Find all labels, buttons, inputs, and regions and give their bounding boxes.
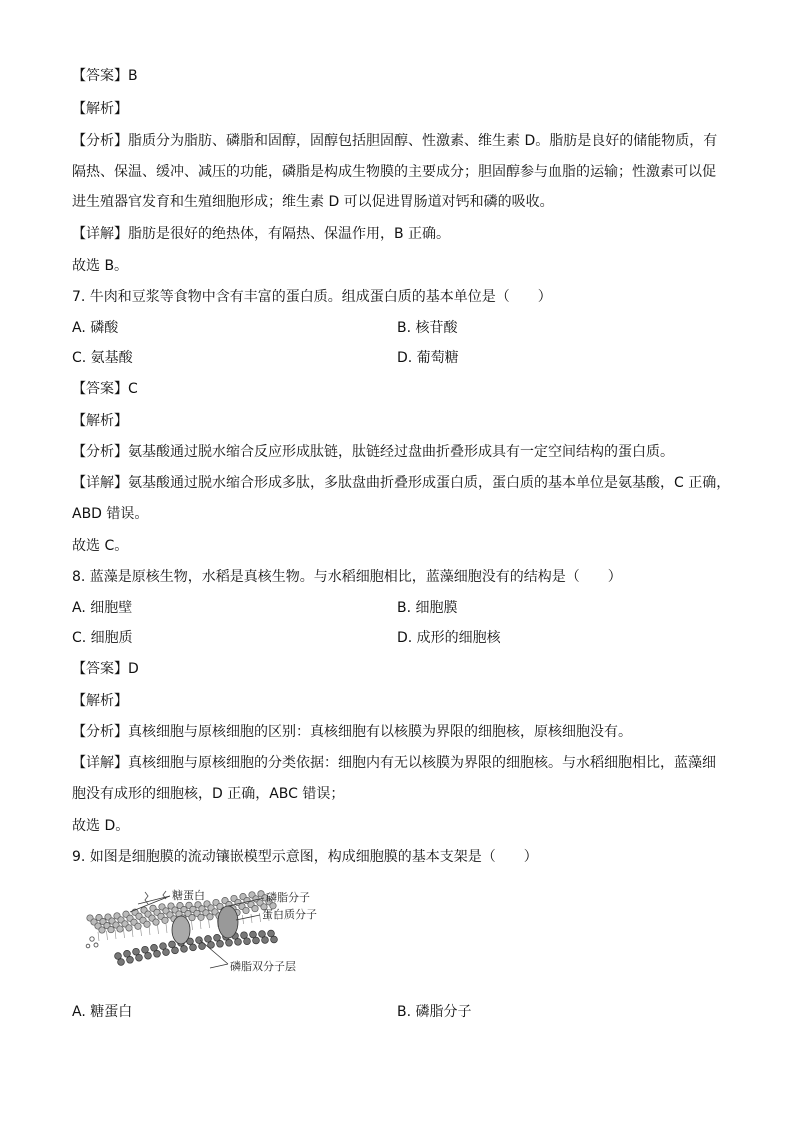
q8-conclusion: 故选 D。 (72, 818, 130, 834)
sugar-unit (90, 937, 94, 941)
q8-stem: 8. 蓝藻是原核生物，水稻是真核生物。与水稻细胞相比，蓝藻细胞没有的结构是（ ） (72, 569, 622, 585)
fluid-mosaic-model-figure (78, 884, 348, 982)
phospholipid-head (153, 919, 159, 925)
phospholipid-head (252, 905, 258, 911)
phospholipid-tail (158, 925, 159, 934)
q8-fenxi-line-1: 【分析】真核细胞与原核细胞的区别：真核细胞有以核膜为界限的细胞核，原核细胞没有。 (72, 724, 632, 740)
phospholipid-tail (107, 931, 108, 940)
phospholipid-tail (192, 921, 193, 930)
phospholipid-head (217, 940, 224, 947)
q9-option-a: A. 糖蛋白 (72, 1004, 133, 1020)
q7-stem: 7. 牛肉和豆浆等食物中含有丰富的蛋白质。组成蛋白质的基本单位是（ ） (72, 289, 552, 305)
phospholipid-head (99, 927, 105, 933)
phospholipid-head (207, 914, 213, 920)
q7-option-b: B. 核苷酸 (397, 320, 458, 336)
q6-answer: 【答案】B (72, 68, 138, 84)
q8-xiangjie-line-2: 胞没有成形的细胞核，D 正确，ABC 错误； (72, 786, 345, 802)
phospholipid-tail (200, 920, 201, 929)
phospholipid-head (235, 939, 242, 946)
q6-analysis-heading: 【解析】 (72, 101, 128, 117)
phospholipid-head (135, 923, 141, 929)
q7-option-d: D. 葡萄糖 (397, 350, 459, 366)
leader-line-protein (236, 915, 260, 920)
phospholipid-tail (260, 913, 261, 922)
phospholipid-head (262, 937, 269, 944)
q8-analysis-heading: 【解析】 (72, 693, 128, 709)
protein-molecule (172, 916, 190, 944)
phospholipid-head (136, 954, 143, 961)
q7-option-c: C. 氨基酸 (72, 350, 133, 366)
q7-fenxi-line-1: 【分析】氨基酸通过脱水缩合反应形成肽链，肽链经过盘曲折叠形成具有一定空间结构的蛋白质。 (72, 444, 674, 460)
q7-conclusion: 故选 C。 (72, 538, 129, 554)
phospholipid-head (117, 926, 123, 932)
phospholipid-head (253, 937, 260, 944)
sugar-unit (94, 943, 98, 947)
q7-xiangjie-line-2: ABD 错误。 (72, 506, 149, 522)
q8-option-d: D. 成形的细胞核 (397, 630, 501, 646)
phospholipid-head (226, 939, 233, 946)
protein-molecule (218, 906, 238, 938)
q7-answer: 【答案】C (72, 381, 138, 397)
q6-fenxi-line-3: 进生殖器官发育和生殖细胞形成；维生素 D 可以促进胃肠道对钙和磷的吸收。 (72, 194, 554, 210)
label-glycoprotein: 糖蛋白 (172, 889, 205, 902)
phospholipid-tail (251, 914, 252, 923)
phospholipid-tail (124, 929, 125, 938)
phospholipid-head (118, 959, 125, 966)
q8-option-c: C. 细胞质 (72, 630, 133, 646)
phospholipid-head (163, 949, 170, 956)
phospholipid-head (127, 956, 134, 963)
phospholipid-head (243, 907, 249, 913)
label-phospholipid-bilayer: 磷脂双分子层 (230, 960, 296, 973)
phospholipid-head (154, 950, 161, 957)
phospholipid-head (126, 925, 132, 931)
phospholipid-head (172, 947, 179, 954)
phospholipid-head (198, 914, 204, 920)
q7-option-a: A. 磷酸 (72, 320, 119, 336)
leader-line-bilayer-2 (210, 964, 228, 968)
phospholipid-tail (132, 928, 133, 937)
phospholipid-tail (98, 932, 99, 941)
phospholipid-head (244, 938, 251, 945)
phospholipid-head (189, 914, 195, 920)
phospholipid-head (162, 917, 168, 923)
q9-stem: 9. 如图是细胞膜的流动镶嵌模型示意图，构成细胞膜的基本支架是（ ） (72, 849, 538, 865)
phospholipid-head (108, 926, 114, 932)
q6-fenxi-line-1: 【分析】脂质分为脂肪、磷脂和固醇，固醇包括胆固醇、性激素、维生素 D。脂肪是良好的储能物质，有 (72, 133, 718, 149)
q6-xiangjie-line-1: 【详解】脂肪是很好的绝热体，有隔热、保温作用，B 正确。 (72, 226, 451, 242)
q6-conclusion: 故选 B。 (72, 258, 129, 274)
label-protein-molecule: 蛋白质分子 (262, 908, 317, 921)
phospholipid-head (181, 946, 188, 953)
sugar-unit (86, 944, 90, 948)
phospholipid-head (145, 952, 152, 959)
phospholipid-tail (166, 924, 167, 933)
cell-membrane-diagram (78, 884, 348, 982)
q8-option-a: A. 细胞壁 (72, 600, 133, 616)
phospholipid-head (190, 944, 197, 951)
phospholipid-tail (115, 930, 116, 939)
phospholipid-tail (141, 927, 142, 936)
q8-answer: 【答案】D (72, 661, 139, 677)
q7-xiangjie-line-1: 【详解】氨基酸通过脱水缩合形成多肽，多肽盘曲折叠形成蛋白质，蛋白质的基本单位是氨基酸，C 正确， (72, 475, 731, 491)
phospholipid-tail (209, 919, 210, 928)
q6-fenxi-line-2: 隔热、保温、缓冲、减压的功能，磷脂是构成生物膜的主要成分；胆固醇参与血脂的运输；性激素可以促 (72, 164, 716, 180)
phospholipid-tail (149, 926, 150, 935)
phospholipid-head (271, 936, 278, 943)
q8-option-b: B. 细胞膜 (397, 600, 458, 616)
q7-analysis-heading: 【解析】 (72, 413, 128, 429)
label-phospholipid-molecule: 磷脂分子 (266, 891, 310, 904)
phospholipid-tail (243, 915, 244, 924)
q8-xiangjie-line-1: 【详解】真核细胞与原核细胞的分类依据：细胞内有无以核膜为界限的细胞核。与水稻细胞相比，蓝藻细 (72, 755, 716, 771)
q9-option-b: B. 磷脂分子 (397, 1004, 472, 1020)
